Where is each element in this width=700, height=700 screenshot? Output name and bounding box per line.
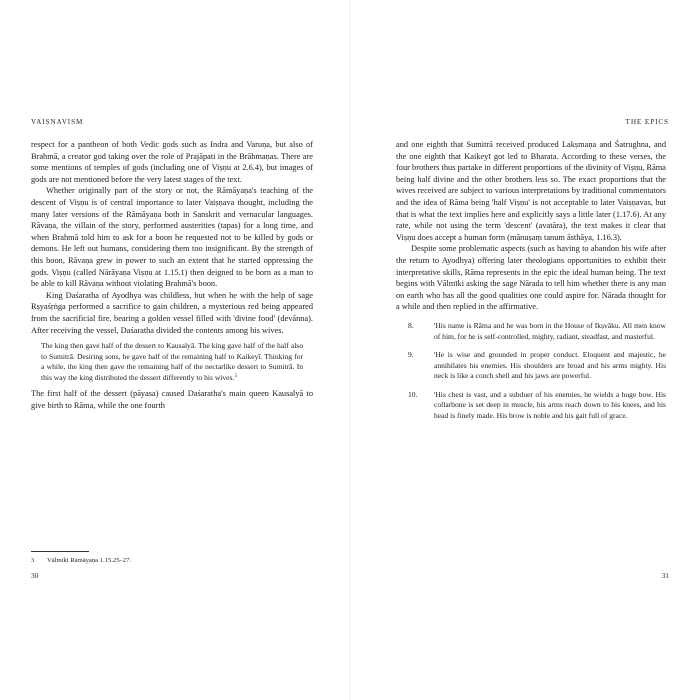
verse-list bbox=[396, 321, 666, 422]
page-number-left: 30 bbox=[31, 571, 39, 580]
running-head-left: VAIṢṆAVISM bbox=[31, 118, 84, 126]
footnote-text: Vālmīki Rāmāyaṇa 1.15.25–27. bbox=[47, 557, 132, 564]
left-page-body bbox=[31, 139, 313, 412]
running-head-right: THE EPICS bbox=[625, 118, 669, 126]
footnote-number: 3 bbox=[31, 557, 35, 564]
block-quote-text: The king then gave half of the dessert to Kausalyā. The king gave half of the half also to Sumitrā. Desiring sons, he gave half of the remaining half to Kaikeyī. Thinking for a while, the king then gave the remaining half of the nectarlike dessert to Sumitrā. In this way the king distributed the dessert differently to his wives. bbox=[41, 341, 303, 382]
footnote-rule bbox=[31, 551, 89, 552]
left-paragraph-1: respect for a pantheon of both Vedic gods such as Indra and Varuṇa, but also of Brahmā, a creator god taking over the role of Prajāpati in the Brāhmaṇas. There are some mentions of temples of gods (including one of Viṣṇu at 2.6.4), but images of gods are not mentioned before the very latest stages of the text. bbox=[31, 140, 313, 184]
verse-number: 9. bbox=[408, 350, 414, 360]
verse-text: 'His name is Rāma and he was born in the House of Ikṣvāku. All men know of him, for he is self-controlled, mighty, radiant, steadfast, and masterful. bbox=[434, 320, 666, 341]
right-page bbox=[350, 0, 700, 700]
right-page-body bbox=[396, 139, 666, 430]
right-paragraph-1: and one eighth that Sumitrā received produced Lakṣmaṇa and Śatrughna, and the one eighth that Kaikeyī got led to Bharata. According to these verses, the four brothers thus partake in different proportions of the divinity of Viṣṇu, Rāma being half divine and the other brothers less so. The exact proportions that the wives received are subject to various interpretations by traditional commentators and the idea of Rāma being 'half Viṣṇu' is not acceptable to later Vaiṣṇavas, but that is what the text implies here and explicitly says a little later (1.17.6). At any rate, while not using the term 'descent' (avatāra), the text makes it clear that Viṣṇu does accept a human form (mānuṣaṃ tanum āsthāya, 1.16.3). bbox=[396, 140, 666, 242]
page-number-right: 31 bbox=[661, 571, 669, 580]
footnote-marker: 3 bbox=[234, 373, 237, 379]
verse-text: 'He is wise and grounded in proper conduct. Eloquent and majestic, he annihilates his enemies. His shoulders are broad and his arms mighty. His neck is like a conch shell and his jaws are powerful. bbox=[434, 350, 666, 381]
right-paragraph-2: Despite some problematic aspects (such as having to abandon his wife after the return to Ayodhya) offering later theologians opportunities to exhibit their interpretative skills, Rāma represents in the epic the ideal human being. The text begins with Vālmīki asking the sage Nārada to tell him whether there is any man on earth who has all the good qualities one could aspire for. Nārada thought for a while and then replied in the affirmative. bbox=[396, 244, 666, 312]
verse-text: 'His chest is vast, and a subduer of his enemies, he wields a huge bow. His collarbone is set deep in muscle, his arms reach down to his knees, and his head is finely made. His brow is noble and his gait full of grace. bbox=[434, 389, 666, 421]
block-quote bbox=[41, 341, 303, 383]
left-closing-paragraph: The first half of the dessert (pāyasa) caused Daśaratha's main queen Kausalyā to give birth to Rāma, while the one fourth bbox=[31, 389, 313, 411]
left-paragraph-3: King Daśaratha of Ayodhya was childless, but when he with the help of sage Ṛṣyaśṛṅga performed a sacrifice to gain children, a mysterious red being appeared from the sacrificial fire, bearing a golden vessel filled with 'divine food' (devānna). After receiving the vessel, Daśaratha divided the contents among his wives. bbox=[31, 290, 313, 335]
verse-item bbox=[408, 350, 666, 382]
left-paragraph-2: Whether originally part of the story or not, the Rāmāyaṇa's teaching of the descent of Viṣṇu is of central importance to later Vaiṣṇava thought, including the many later versions of the Rāmāyaṇa both in Sanskrit and vernacular languages. Rāvaṇa, the villain of the story, performed austerities (tapas) for a long time, and when Brahmā told him to ask for a boon he requested not to be killed by gods or demons. He left out humans, considering them too insignificant. By the strength of this boon, Rāvaṇa grew in power to such an extent that he started oppressing the gods. Viṣṇu (called Nārāyaṇa Viṣṇu at 1.15.1) then deigned to be born as a man to be able to kill Rāvaṇa without violating Brahmā's boon. bbox=[31, 186, 313, 289]
verse-number: 10. bbox=[408, 389, 418, 399]
footnote bbox=[31, 557, 131, 564]
verse-item bbox=[408, 390, 666, 422]
verse-item bbox=[408, 321, 666, 342]
verse-number: 8. bbox=[408, 320, 414, 330]
